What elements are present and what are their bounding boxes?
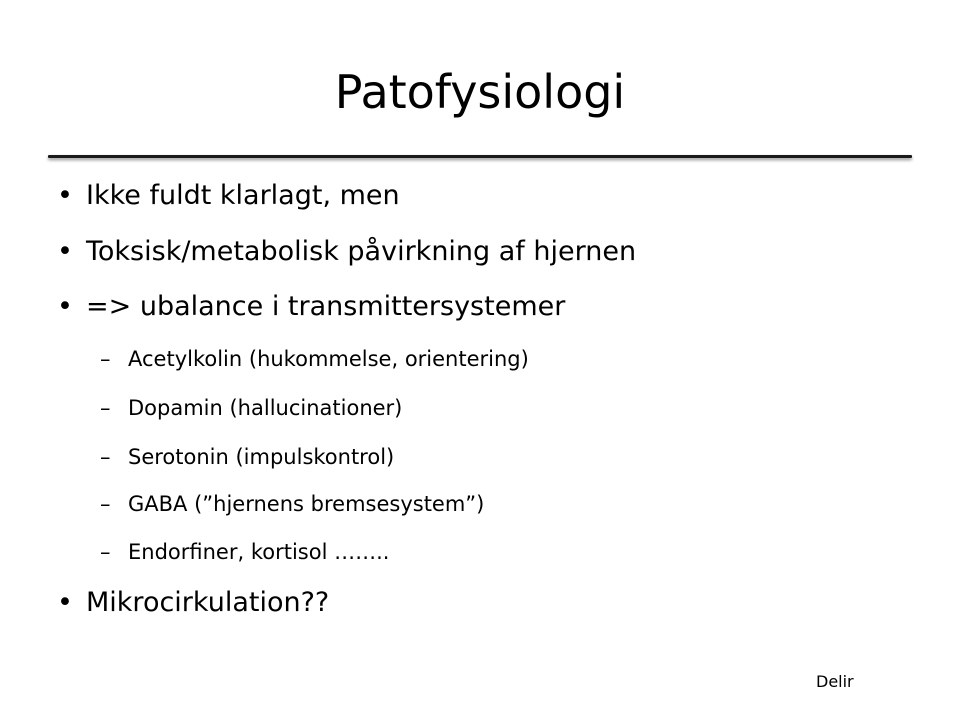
bullet-marker: • [57, 291, 73, 322]
bullet-marker: • [57, 180, 73, 211]
bullet-text: Toksisk/metabolisk påvirkning af hjernen [86, 236, 637, 267]
bullet-text: Mikrocirkulation?? [86, 587, 330, 618]
bullet-text: Ikke fuldt klarlagt, men [86, 180, 400, 211]
sub-bullet-item [100, 538, 390, 566]
sub-bullet-text: Acetylkolin (hukommelse, orientering) [128, 347, 529, 371]
dash-marker: – [100, 347, 111, 371]
dash-marker: – [100, 540, 111, 564]
sub-bullet-text: Endorfiner, kortisol …….. [128, 540, 390, 564]
sub-bullet-item [100, 490, 485, 518]
sub-bullet-text: Serotonin (impulskontrol) [128, 445, 395, 469]
bullet-text: => ubalance i transmittersystemer [86, 291, 566, 322]
bullet-item [57, 234, 637, 270]
sub-bullet-item [100, 345, 529, 373]
sub-bullet-text: GABA (”hjernens bremsesystem”) [128, 492, 485, 516]
title-divider [48, 155, 912, 158]
bullet-marker: • [57, 587, 73, 618]
dash-marker: – [100, 445, 111, 469]
sub-bullet-item [100, 394, 403, 422]
bullet-marker: • [57, 236, 73, 267]
dash-marker: – [100, 492, 111, 516]
sub-bullet-text: Dopamin (hallucinationer) [128, 396, 403, 420]
sub-bullet-item [100, 443, 395, 471]
bullet-item [57, 178, 400, 214]
bullet-item [57, 585, 330, 621]
slide-title: Patofysiologi [334, 65, 626, 119]
bullet-item [57, 289, 566, 325]
dash-marker: – [100, 396, 111, 420]
slide-footer: Delir [816, 672, 854, 691]
